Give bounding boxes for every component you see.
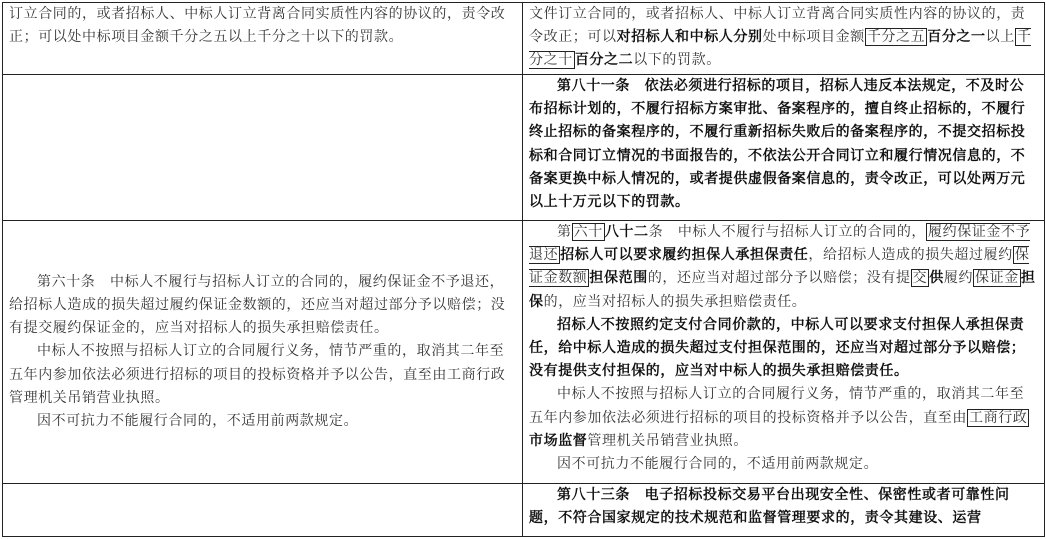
inserted-text: 供 — [929, 270, 944, 287]
new-article-82-p3 — [529, 383, 1038, 453]
old-text-cell — [3, 221, 523, 484]
new-article-83: 第八十三条 电子招标投标交易平台出现安全性、保密性或者可靠性问题，不符合国家规定的技术规范和监督管理要求的，责令其建设、运营 — [529, 487, 1010, 527]
deleted-text-box: 履约保证金不予退还 — [529, 224, 1031, 264]
new-article-81: 第八十一条 依法必须进行招标的项目，招标人违反本法规定，不及时公布招标计划的，不履行招标方案审批、备案程序的，擅自终止招标的，不履行终止招标的备案程序的，不履行重新招标失败后的备案程序的，不提交招标投标和合同订立情况的书面报告的，不依法公开合同订立和履行情况信息的，不备案更换中标人情况的，或者提供虚假备案信息的，责令改正，可以处两万元以上十万元以下的罚款。 — [529, 78, 1026, 211]
deleted-text-box: 保证金数额 — [529, 247, 1030, 287]
text-span: 的，还应当对超过部分予以赔偿；没有提 — [647, 270, 911, 287]
deleted-text-box: 保证金 — [975, 270, 1019, 287]
new-article-82-p2: 招标人不按照约定支付合同价款的，中标人可以要求支付担保人承担保责任，给中标人造成的损失超过支付担保范围的，还应当对超过部分予以赔偿；没有提供支付担保的，应当对中标人的损失承担赔偿责任。 — [529, 316, 1026, 380]
table-row — [3, 484, 1045, 537]
new-text-cell — [523, 484, 1045, 537]
old-text-cell — [3, 3, 523, 75]
old-article-60-p1: 第六十条 中标人不履行与招标人订立的合同的，履约保证金不予退还，给招标人造成的损失超过履约保证金数额的，还应当对超过部分予以赔偿；没有提交履约保证金的，应当对招标人的损失承担赔偿责任。 — [9, 273, 506, 337]
inserted-text: 招标人可以要求履约担保人承担保责任 — [560, 247, 809, 264]
new-paragraph — [529, 3, 1038, 73]
text-span: 的，应当对招标人的损失承担赔偿责任。 — [543, 293, 807, 310]
inserted-text: 担保 — [529, 270, 1036, 310]
text-span: 以下的罚款。 — [633, 52, 721, 69]
text-span: 以上 — [985, 29, 1015, 46]
inserted-text: 百分之一 — [927, 29, 986, 46]
old-article-60-p3: 因不可抗力不能履行合同的，不适用前两款规定。 — [37, 413, 359, 429]
new-text-cell — [523, 221, 1045, 484]
table-row — [3, 221, 1045, 484]
new-article-82-p1 — [529, 221, 1038, 314]
text-span: 履约 — [943, 270, 974, 287]
text-span: 处中标项目金额 — [762, 29, 865, 46]
old-article-60-p2: 中标人不按照与招标人订立的合同履行义务，情节严重的，取消其二年至五年内参加依法必须进行招标的项目的投标资格并予以公告，直至由工商行政管理机关吊销营业执照。 — [9, 343, 506, 406]
inserted-text: 担保范围 — [589, 270, 648, 287]
old-paragraph: 订立合同的，或者招标人、中标人订立背离合同实质性内容的协议的，责令改正；可以处中标项目金额千分之五以上千分之十以下的罚款。 — [9, 6, 506, 46]
inserted-text: 市场监督 — [529, 432, 588, 449]
deleted-text-box: 千分之五 — [866, 29, 926, 46]
deleted-text-box: 工商行政 — [969, 409, 1028, 426]
comparison-table — [2, 2, 1045, 537]
text-span: 文件订立合同的，或者招标人、中标人订立背离合同实质性内容的协议的，责令改正；可以 — [529, 6, 1026, 46]
old-text-cell — [3, 75, 523, 221]
table-row — [3, 75, 1045, 221]
inserted-text: 八十二 — [604, 224, 649, 240]
inserted-text: 对招标人和中标人分别 — [616, 29, 763, 46]
deleted-text-box: 六十 — [573, 224, 603, 240]
table-row — [3, 3, 1045, 75]
text-span: ，给招标人造成的损失超过履约 — [808, 247, 1013, 264]
text-span: 中标人不按照与招标人订立的合同履行义务，情节严重的，取消其二年至五年内参加依法必须进行招标的项目的投标资格并予以公告，直至由 — [529, 386, 1025, 426]
new-text-cell — [523, 3, 1045, 75]
old-text-cell — [3, 484, 523, 537]
deleted-text-box: 交 — [912, 270, 928, 287]
text-span: 管理机关吊销营业执照。 — [587, 432, 749, 449]
new-text-cell — [523, 75, 1045, 221]
text-span: 条 中标人不履行与招标人订立的合同的， — [648, 224, 927, 240]
deleted-text-box: 千分之十 — [529, 29, 1032, 69]
text-span: 第 — [557, 224, 572, 240]
inserted-text: 百分之二 — [574, 52, 634, 69]
new-article-82-p4: 因不可抗力不能履行合同的，不适用前两款规定。 — [557, 456, 879, 473]
